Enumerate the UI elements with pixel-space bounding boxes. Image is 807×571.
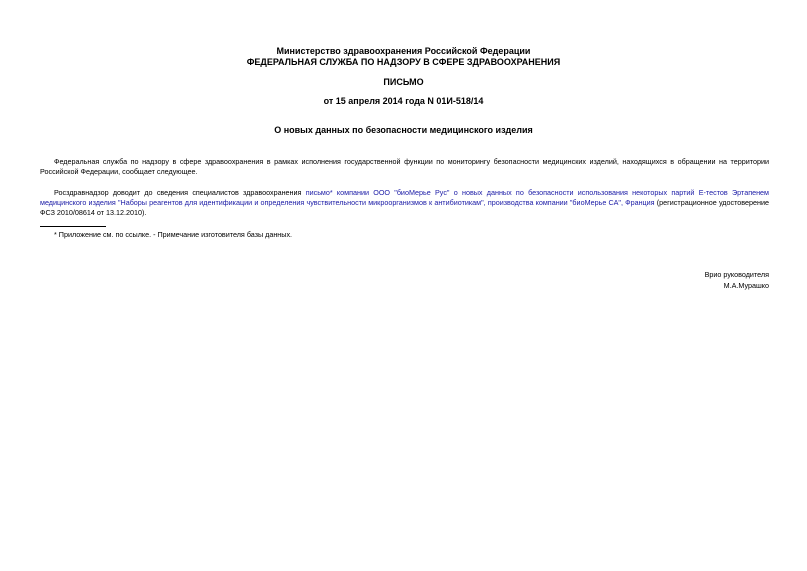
ministry-name: Министерство здравоохранения Российской Федерации [276, 46, 531, 56]
paragraph-2-end: (регистрационное удостоверение ФСЗ 2010/08614 от 13.12.2010). [40, 198, 770, 217]
paragraph-1-text: Федеральная служба по надзору в сфере здравоохранения в рамках исполнения государственной функции по мониторингу безопасности медицинских изделий, находящихся в обращении на территории Российской Федерации, сообщает следующее. [40, 157, 769, 176]
footnote-divider [40, 226, 106, 227]
letter-link[interactable]: письмо* компании ООО "биоМерье Рус" о новых данных по безопасности использования некоторых партий Е-тестов Эртапенем медицинского изделия "Наборы реагентов для идентификации и определения чувствительности микроорганизмов к антибиотикам", производства компании "биоМерье СА", Франция [40, 188, 769, 207]
footnote: * Приложение см. по ссылке. - Примечание изготовителя базы данных. [54, 230, 293, 239]
paragraph-1 [40, 157, 769, 177]
paragraph-2 [40, 188, 769, 218]
signature-title: Врио руководителя [704, 270, 769, 279]
signature-name: М.А.Мурашко [723, 281, 769, 290]
document-subject: О новых данных по безопасности медицинского изделия [274, 125, 533, 135]
document-type: ПИСЬМО [383, 77, 424, 87]
paragraph-2-start: Росздравнадзор доводит до сведения специалистов здравоохранения [54, 188, 306, 197]
service-name: ФЕДЕРАЛЬНАЯ СЛУЖБА ПО НАДЗОРУ В СФЕРЕ ЗДРАВООХРАНЕНИЯ [246, 57, 561, 67]
document-date-number: от 15 апреля 2014 года N 01И-518/14 [323, 96, 484, 106]
